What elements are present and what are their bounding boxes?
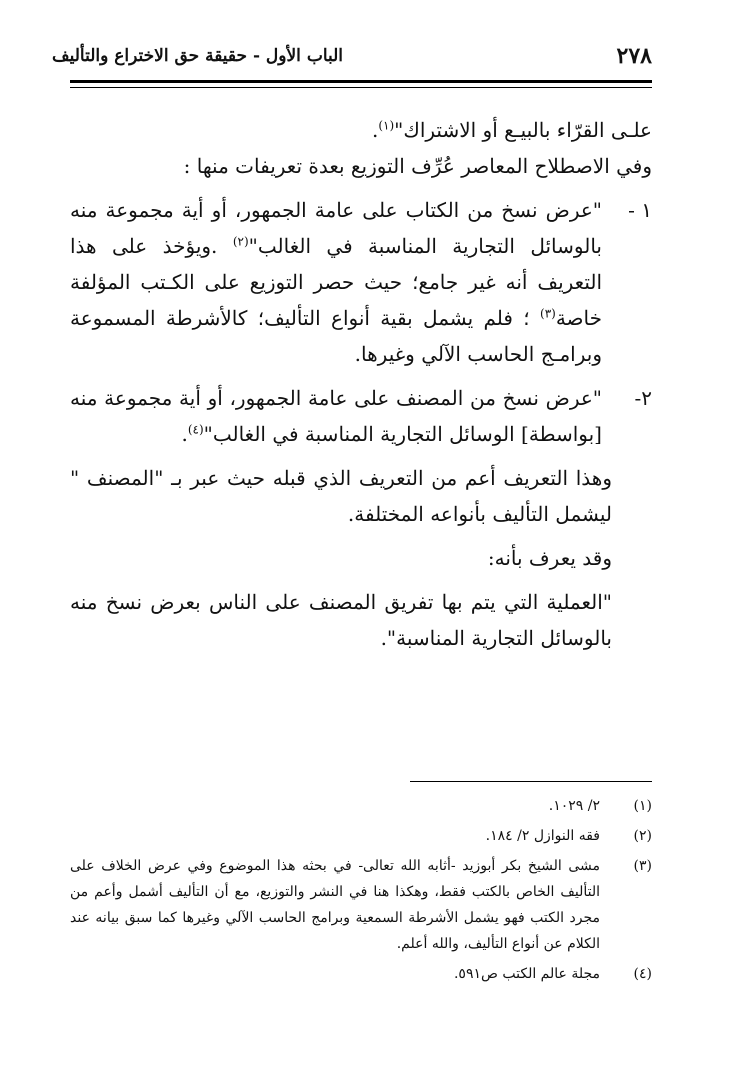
footnote-ref: (٢): [232, 234, 249, 249]
footnotes: [70, 793, 652, 991]
footnote-ref: (٤): [187, 422, 204, 437]
running-title: الباب الأول - حقيقة حق الاختراع والتأليف: [52, 46, 344, 66]
definition-item-1: ١ - "عرض نسخ من الكتاب على عامة الجمهور، أو أية مجموعة منه بالوسائل التجارية المناسبة في الغالب"$^{(٢)}$ .ويؤخذ على هذا التعريف أنه غير جامع؛ حيث حصر التوزيع على الكـتب المؤلفة خاصة$^{(٣)}$ ؛ فلم يشمل بقية أنواع التأليف؛ كالأشرطة المسموعة وبرامـج الحاسب الآلي وغيرها.: [70, 192, 652, 372]
header-rule-thin: [70, 87, 652, 88]
footnote-1: [70, 793, 652, 819]
footnote-number: (١): [633, 798, 652, 814]
paragraph-5: "العملية التي يتم بها تفريق المصنف على الناس بعرض نسخ منه بالوسائل التجارية المناسبة".: [70, 590, 612, 650]
footnote-3: [70, 853, 652, 957]
footnote-text: ٢/ ١٠٢٩.: [548, 798, 600, 814]
item-number: ٢-: [634, 386, 652, 410]
footnote-number: (٢): [633, 828, 652, 844]
footnote-4: [70, 961, 652, 987]
paragraph-3: وهذا التعريف أعم من التعريف الذي قبله حيث عبر بـ "المصنف " ليشمل التأليف بأنواعه المختلفة.: [70, 466, 612, 526]
item-number: ١ -: [628, 198, 652, 222]
body-text: [70, 112, 652, 656]
footnote-ref: (١): [378, 118, 395, 133]
body-line-1: علـى القرّاء بالبيـع أو الاشتراك"$^{(١)}$.: [371, 118, 652, 142]
page-header: [52, 40, 652, 72]
footnote-2: [70, 823, 652, 849]
footnote-text: مشى الشيخ بكر أبوزيد -أثابه الله تعالى- في بحثه هذا الموضوع وفي عرض الخلاف على التأليف الخاص بالكتب فقط، وهكذا هنا في النشر والتوزيع، مع أن التأليف أشمل وأعم من مجرد الكتب فهو يشمل الأشرطة السمعية وبرامج الحاسب الآلي وغيرها كما سبق بيانه عند الكلام عن أنواع التأليف، والله أعلم.: [70, 858, 600, 952]
footnote-number: (٣): [633, 858, 652, 874]
definition-item-2: ٢- "عرض نسخ من المصنف على عامة الجمهور، أو أية مجموعة منه [بواسطة] الوسائل التجارية المناسبة في الغالب"$^{(٤)}$.: [70, 380, 652, 452]
header-rule-thick: [70, 80, 652, 83]
footnote-text: مجلة عالم الكتب ص٥٩١.: [453, 966, 600, 982]
body-line-2: وفي الاصطلاح المعاصر عُرِّف التوزيع بعدة تعريفات منها :: [183, 154, 652, 178]
page-number: ٢٧٨: [616, 43, 652, 69]
paragraph-4: وقد يعرف بأنه:: [487, 546, 612, 570]
footnote-ref: (٣): [540, 306, 556, 321]
footnote-separator: [410, 781, 652, 782]
footnote-text: فقه النوازل ٢/ ١٨٤.: [485, 828, 600, 844]
footnote-number: (٤): [633, 966, 652, 982]
